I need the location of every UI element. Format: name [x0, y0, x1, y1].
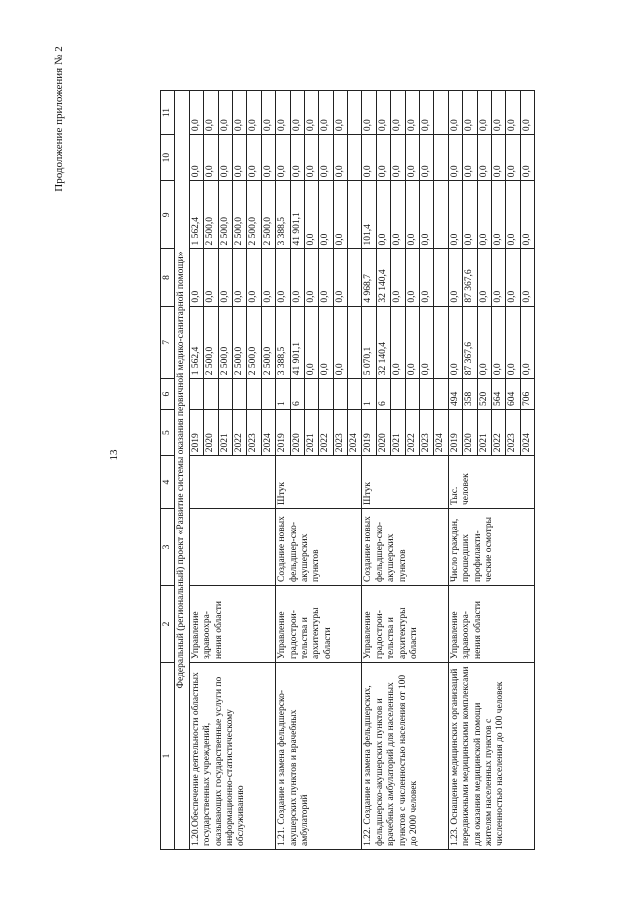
cell-years: 2024: [434, 410, 448, 456]
cell-years: 2023: [420, 410, 434, 456]
cell-c7: 0,0: [420, 306, 434, 379]
cell-c7: 41 901,1: [290, 306, 304, 379]
cell-c9: [434, 181, 448, 249]
cell-years: 2021: [391, 410, 405, 456]
cell-years: 2023: [333, 410, 347, 456]
cell-c8: 0,0: [304, 249, 318, 306]
cell-c6: [232, 379, 246, 410]
cell-c6: [218, 379, 232, 410]
cell-c9: 2 500,0: [204, 181, 218, 249]
cell-c8: 0,0: [333, 249, 347, 306]
cell-c10: 0,0: [304, 135, 318, 181]
col-header: 9: [161, 181, 175, 249]
col-header: 2: [161, 586, 175, 663]
cell-c11: 0,0: [218, 91, 232, 135]
cell-c10: 0,0: [448, 135, 462, 181]
cell-years: 2021: [304, 410, 318, 456]
cell-years: 2019: [362, 410, 376, 456]
cell-name: 1.22. Создание и замена фельдшерских, фельдшерско-акушерских пунктов и врачебных амбулаторий для населенных пунктов с численностью населения от 100 до 2000 человек: [362, 663, 448, 850]
table-row: [189, 91, 203, 850]
cell-c10: 0,0: [520, 135, 534, 181]
cell-c6: [189, 379, 203, 410]
cell-years: 2023: [506, 410, 520, 456]
cell-c6: [261, 379, 275, 410]
cell-c11: 0,0: [247, 91, 261, 135]
cell-c7: 2 500,0: [232, 306, 246, 379]
cell-c10: 0,0: [506, 135, 520, 181]
cell-c6: [304, 379, 318, 410]
cell-c11: 0,0: [477, 91, 491, 135]
rotated-table-container: [160, 90, 640, 850]
cell-c9: 0,0: [333, 181, 347, 249]
cell-c6: [204, 379, 218, 410]
cell-c10: 0,0: [261, 135, 275, 181]
cell-years: 2020: [204, 410, 218, 456]
cell-c11: 0,0: [319, 91, 333, 135]
cell-c11: 0,0: [333, 91, 347, 135]
cell-c8: 0,0: [477, 249, 491, 306]
cell-c8: 0,0: [261, 249, 275, 306]
cell-c6: 6: [290, 379, 304, 410]
cell-years: 2019: [189, 410, 203, 456]
cell-c9: 1 562,4: [189, 181, 203, 249]
cell-c11: 0,0: [189, 91, 203, 135]
cell-c11: 0,0: [304, 91, 318, 135]
cell-c9: 0,0: [477, 181, 491, 249]
cell-c10: 0,0: [405, 135, 419, 181]
cell-c8: 0,0: [290, 249, 304, 306]
cell-c9: 2 500,0: [261, 181, 275, 249]
cell-c10: 0,0: [276, 135, 290, 181]
section-title: Федеральный (региональный) проект «Развитие системы оказания первичной медико-санитарной помощи»: [175, 91, 189, 850]
cell-c7: 0,0: [506, 306, 520, 379]
cell-c6: [391, 379, 405, 410]
cell-executor: Управление градострои-тельства и архитектуры области: [276, 586, 362, 663]
cell-c11: [434, 91, 448, 135]
cell-years: 2020: [290, 410, 304, 456]
cell-c7: 5 070,1: [362, 306, 376, 379]
cell-years: 2019: [448, 410, 462, 456]
cell-c11: 0,0: [261, 91, 275, 135]
page-number: 13: [108, 449, 120, 461]
cell-years: 2019: [276, 410, 290, 456]
section-row: [175, 91, 189, 850]
cell-c9: 41 901,1: [290, 181, 304, 249]
cell-c6: 520: [477, 379, 491, 410]
cell-years: 2022: [405, 410, 419, 456]
col-header: 10: [161, 135, 175, 181]
cell-executor: Управление градострои-тельства и архитектуры области: [362, 586, 448, 663]
cell-unit: Штук: [276, 456, 362, 509]
cell-c7: 87 367,6: [463, 306, 477, 379]
cell-c9: 0,0: [448, 181, 462, 249]
cell-executor: Управление здравоохра-нения области: [448, 586, 534, 663]
cell-c8: 0,0: [491, 249, 505, 306]
cell-c11: 0,0: [491, 91, 505, 135]
cell-c8: 0,0: [247, 249, 261, 306]
cell-c10: 0,0: [232, 135, 246, 181]
cell-c8: 0,0: [448, 249, 462, 306]
cell-c7: 3 388,5: [276, 306, 290, 379]
cell-c10: 0,0: [491, 135, 505, 181]
continuation-label: Продолжение приложения № 2: [53, 46, 65, 192]
cell-c8: 0,0: [520, 249, 534, 306]
cell-c9: 0,0: [319, 181, 333, 249]
cell-c11: 0,0: [290, 91, 304, 135]
cell-c7: 1 562,4: [189, 306, 203, 379]
cell-c9: 101,4: [362, 181, 376, 249]
cell-years: 2021: [218, 410, 232, 456]
cell-c9: 0,0: [520, 181, 534, 249]
cell-c6: 706: [520, 379, 534, 410]
cell-c9: 0,0: [420, 181, 434, 249]
cell-c8: 0,0: [506, 249, 520, 306]
cell-years: 2020: [463, 410, 477, 456]
cell-c9: 3 388,5: [276, 181, 290, 249]
cell-c11: 0,0: [463, 91, 477, 135]
cell-c8: 0,0: [232, 249, 246, 306]
cell-years: 2021: [477, 410, 491, 456]
cell-c7: 2 500,0: [261, 306, 275, 379]
cell-unit: Тыс. человек: [448, 456, 534, 509]
col-header: 3: [161, 509, 175, 586]
table-row: [276, 91, 290, 850]
cell-c6: 604: [506, 379, 520, 410]
cell-c8: 32 140,4: [376, 249, 390, 306]
cell-c10: 0,0: [189, 135, 203, 181]
cell-c9: 2 500,0: [218, 181, 232, 249]
cell-c7: 0,0: [391, 306, 405, 379]
cell-c8: 0,0: [405, 249, 419, 306]
cell-c11: [348, 91, 362, 135]
col-header: 5: [161, 410, 175, 456]
cell-c7: [348, 306, 362, 379]
cell-years: 2022: [491, 410, 505, 456]
cell-c9: 0,0: [491, 181, 505, 249]
cell-c9: 0,0: [304, 181, 318, 249]
appendix-table: [160, 90, 535, 850]
cell-c11: 0,0: [506, 91, 520, 135]
cell-c10: 0,0: [362, 135, 376, 181]
cell-c11: 0,0: [362, 91, 376, 135]
cell-c9: [348, 181, 362, 249]
cell-c10: [434, 135, 448, 181]
cell-c10: 0,0: [247, 135, 261, 181]
cell-c9: 0,0: [506, 181, 520, 249]
cell-c6: 1: [276, 379, 290, 410]
cell-c6: [247, 379, 261, 410]
cell-c9: 0,0: [405, 181, 419, 249]
cell-c7: [434, 306, 448, 379]
cell-c7: 2 500,0: [218, 306, 232, 379]
cell-years: 2020: [376, 410, 390, 456]
cell-c6: [319, 379, 333, 410]
cell-name: 1.21. Создание и замена фельдшерско-акушерских пунктов и врачебных амбулаторий: [276, 663, 362, 850]
cell-c7: 32 140,4: [376, 306, 390, 379]
cell-c10: 0,0: [290, 135, 304, 181]
cell-c11: 0,0: [391, 91, 405, 135]
cell-c8: 0,0: [204, 249, 218, 306]
cell-c10: 0,0: [218, 135, 232, 181]
col-header: 6: [161, 379, 175, 410]
cell-years: 2022: [319, 410, 333, 456]
col-header: 8: [161, 249, 175, 306]
cell-c7: 0,0: [405, 306, 419, 379]
cell-c8: 4 968,7: [362, 249, 376, 306]
cell-c7: 0,0: [304, 306, 318, 379]
cell-c9: 2 500,0: [232, 181, 246, 249]
cell-c6: [434, 379, 448, 410]
cell-c11: 0,0: [376, 91, 390, 135]
cell-c8: 0,0: [391, 249, 405, 306]
cell-c9: 0,0: [376, 181, 390, 249]
cell-indicator: Создание новых фельдшер-ско-акушерских пунктов: [362, 509, 448, 586]
cell-unit: Штук: [362, 456, 448, 509]
cell-years: 2024: [520, 410, 534, 456]
cell-c6: 358: [463, 379, 477, 410]
cell-c9: 2 500,0: [247, 181, 261, 249]
cell-c6: [348, 379, 362, 410]
cell-c7: 0,0: [333, 306, 347, 379]
cell-c7: 0,0: [448, 306, 462, 379]
cell-c8: 0,0: [189, 249, 203, 306]
cell-c10: 0,0: [420, 135, 434, 181]
cell-c10: 0,0: [477, 135, 491, 181]
cell-c6: 564: [491, 379, 505, 410]
cell-indicator: Создание новых фельдшер-ско-акушерских пунктов: [276, 509, 362, 586]
col-header: 7: [161, 306, 175, 379]
cell-c6: 6: [376, 379, 390, 410]
cell-c11: 0,0: [232, 91, 246, 135]
cell-unit: [189, 456, 275, 509]
cell-c8: 87 367,6: [463, 249, 477, 306]
cell-c10: 0,0: [376, 135, 390, 181]
col-header: 4: [161, 456, 175, 509]
cell-years: 2023: [247, 410, 261, 456]
cell-c10: 0,0: [204, 135, 218, 181]
cell-executor: Управление здравоохра-нения области: [189, 586, 275, 663]
table-row: [448, 91, 462, 850]
cell-c7: 0,0: [319, 306, 333, 379]
cell-c8: [348, 249, 362, 306]
table-row: [362, 91, 376, 850]
cell-c8: 0,0: [218, 249, 232, 306]
cell-c6: 1: [362, 379, 376, 410]
cell-c7: 0,0: [491, 306, 505, 379]
cell-years: 2022: [232, 410, 246, 456]
col-header: 1: [161, 663, 175, 850]
cell-c7: 0,0: [477, 306, 491, 379]
cell-c11: 0,0: [204, 91, 218, 135]
cell-indicator: [189, 509, 275, 586]
cell-c11: 0,0: [405, 91, 419, 135]
cell-years: 2024: [348, 410, 362, 456]
cell-c8: 0,0: [319, 249, 333, 306]
cell-c9: 0,0: [391, 181, 405, 249]
cell-name: 1.20.Обеспечение деятельности областных государственных учреждений, оказывающих государственные услуги по информационно-статистическому обслуживанию: [189, 663, 275, 850]
cell-c10: 0,0: [391, 135, 405, 181]
cell-c7: 2 500,0: [247, 306, 261, 379]
cell-c6: 494: [448, 379, 462, 410]
col-header: 11: [161, 91, 175, 135]
cell-c7: 2 500,0: [204, 306, 218, 379]
cell-name: 1.23. Оснащение медицинских организаций передвижными медицинскими комплексами для оказания медицинской помощи жителям населенных пунктов с численностью населения до 100 человек: [448, 663, 534, 850]
cell-c8: 0,0: [276, 249, 290, 306]
cell-c10: 0,0: [463, 135, 477, 181]
header-row: [161, 91, 175, 850]
cell-c6: [333, 379, 347, 410]
cell-c8: [434, 249, 448, 306]
cell-c7: 0,0: [520, 306, 534, 379]
cell-c11: 0,0: [520, 91, 534, 135]
cell-c11: 0,0: [448, 91, 462, 135]
cell-c8: 0,0: [420, 249, 434, 306]
cell-years: 2024: [261, 410, 275, 456]
cell-c10: 0,0: [319, 135, 333, 181]
cell-c6: [405, 379, 419, 410]
cell-c11: 0,0: [276, 91, 290, 135]
cell-c10: [348, 135, 362, 181]
cell-c6: [420, 379, 434, 410]
cell-indicator: Число граждан, прошедших профилакти-ческие осмотры: [448, 509, 534, 586]
cell-c10: 0,0: [333, 135, 347, 181]
cell-c9: 0,0: [463, 181, 477, 249]
cell-c11: 0,0: [420, 91, 434, 135]
